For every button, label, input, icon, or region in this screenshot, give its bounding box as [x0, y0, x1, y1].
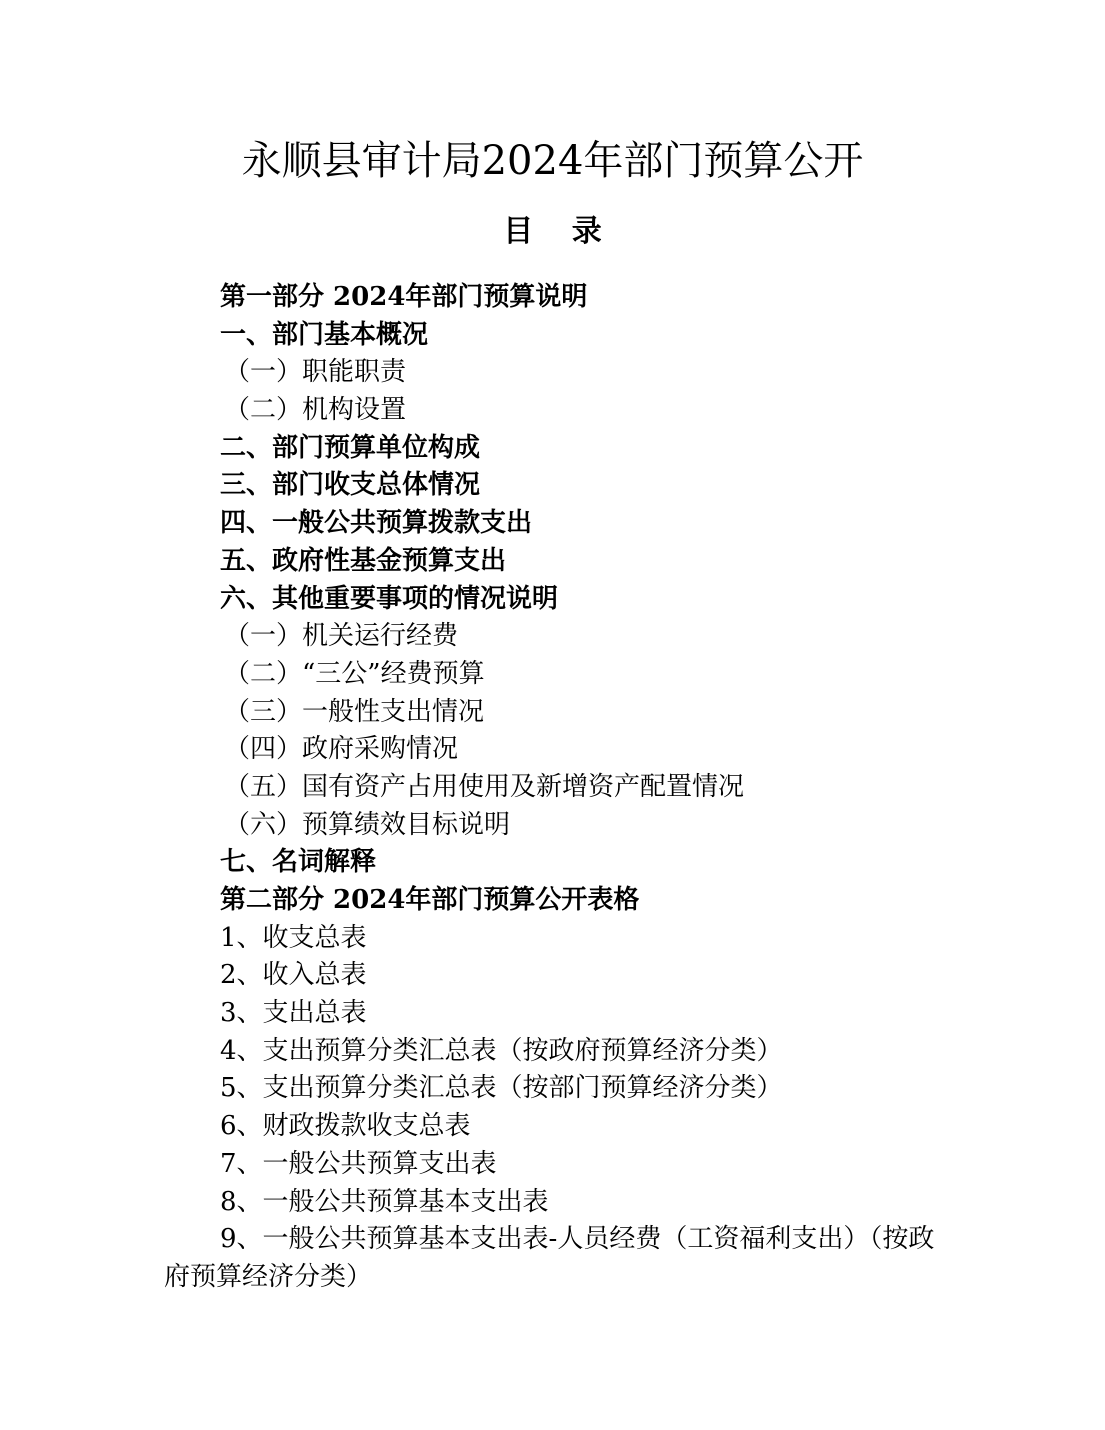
toc-heading: 目 录 [503, 214, 616, 249]
toc-table-7: 7、一般公共预算支出表 [220, 1148, 497, 1179]
toc-subsection-1-2: （二）机构设置 [224, 395, 407, 426]
toc-subsection-6-2: （二）“三公”经费预算 [224, 658, 485, 689]
toc-table-1: 1、收支总表 [220, 922, 367, 953]
toc-subsection-6-3: （三）一般性支出情况 [224, 696, 485, 727]
toc-subsection-6-4: （四）政府采购情况 [224, 734, 459, 765]
table-of-contents [0, 279, 1105, 1297]
toc-table-9: 9、一般公共预算基本支出表-人员经费（工资福利支出）（按政府预算经济分类） [164, 1224, 935, 1292]
toc-subsection-6-5: （五）国有资产占用使用及新增资产配置情况 [224, 771, 745, 802]
toc-table-3: 3、支出总表 [220, 998, 367, 1029]
toc-section-1: 一、部门基本概况 [220, 319, 429, 350]
toc-table-2: 2、收入总表 [220, 960, 367, 991]
page-title: 永顺县审计局2024年部门预算公开 [241, 138, 864, 184]
toc-part-two: 第二部分 2024年部门预算公开表格 [220, 885, 640, 915]
toc-section-6: 六、其他重要事项的情况说明 [220, 583, 559, 614]
toc-table-5: 5、支出预算分类汇总表（按部门预算经济分类） [220, 1073, 783, 1104]
toc-subsection-6-1: （一）机关运行经费 [224, 621, 459, 652]
toc-section-4: 四、一般公共预算拨款支出 [220, 508, 533, 539]
toc-table-4: 4、支出预算分类汇总表（按政府预算经济分类） [220, 1035, 783, 1066]
toc-section-7: 七、名词解释 [220, 847, 377, 878]
toc-section-3: 三、部门收支总体情况 [220, 470, 481, 501]
toc-part-one: 第一部分 2024年部门预算说明 [220, 282, 588, 312]
toc-table-8: 8、一般公共预算基本支出表 [220, 1186, 549, 1217]
toc-table-6: 6、财政拨款收支总表 [220, 1111, 471, 1142]
toc-subsection-6-6: （六）预算绩效目标说明 [224, 809, 511, 840]
toc-section-5: 五、政府性基金预算支出 [220, 545, 507, 576]
toc-subsection-1-1: （一）职能职责 [224, 357, 407, 388]
toc-section-2: 二、部门预算单位构成 [220, 432, 481, 463]
